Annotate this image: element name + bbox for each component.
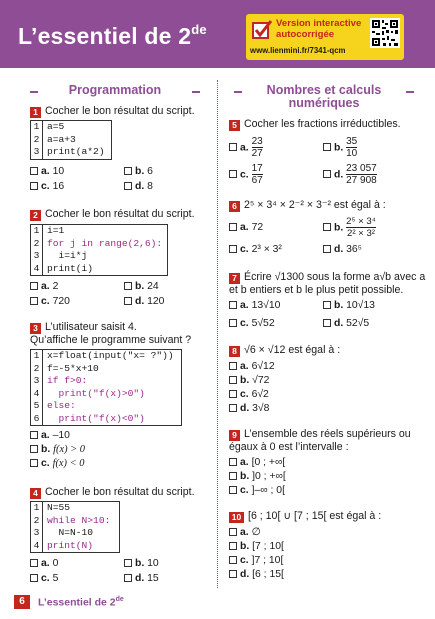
footer-title: L’essentiel de 2de [38,596,124,609]
checkbox[interactable] [30,559,38,567]
checkbox[interactable] [323,143,331,151]
checkbox[interactable] [30,282,38,290]
question-1-prompt: 1 Cocher le bon résultat du script. [30,105,195,118]
checkbox[interactable] [124,182,132,190]
q7-option-a[interactable]: a. 13√10 [229,300,280,312]
checkbox[interactable] [30,445,38,453]
question-7-prompt-line2: et b entiers et b le plus petit possible. [229,284,404,296]
checkbox[interactable] [229,223,237,231]
q2-option-c[interactable]: c. 720 [30,296,70,308]
question-7-prompt: 7 Écrire √1300 sous la forme a√b avec a [229,271,425,284]
checkbox[interactable] [229,390,237,398]
checkbox[interactable] [124,282,132,290]
interactive-version-badge[interactable] [246,14,404,60]
checkbox[interactable] [229,458,237,466]
q2-option-b[interactable]: b. 24 [124,281,159,293]
q9-option-a[interactable]: a. [0 ; +∞[ [229,457,285,469]
checkbox[interactable] [30,167,38,175]
checkbox[interactable] [229,556,237,564]
checkbox[interactable] [30,182,38,190]
question-3-prompt-line2: Qu’affiche le programme suivant ? [30,334,192,346]
q7-option-c[interactable]: c. 5√52 [229,318,275,330]
question-10-prompt: 10 [6 ; 10[ ∪ [7 ; 15[ est égal à : [229,510,381,523]
checkbox[interactable] [30,459,38,467]
q3-option-b[interactable]: b. f(x) > 0 [30,444,85,456]
q6-option-c[interactable]: c. 2³ × 3² [229,244,282,256]
q1-option-b[interactable]: b. 6 [124,166,153,178]
q7-option-b[interactable]: b. 10√13 [323,300,375,312]
checkbox[interactable] [229,486,237,494]
page-title: L’essentiel de 2de [18,22,207,49]
q4-option-d[interactable]: d. 15 [124,573,159,585]
q5-option-c[interactable]: c. $\frac{17}{67}$ [229,163,263,186]
q7-option-d[interactable]: d. 52√5 [323,318,369,330]
q3-option-a[interactable]: a. –10 [30,430,70,442]
q9-option-b[interactable]: b. ]0 ; +∞[ [229,471,286,483]
q6-option-a[interactable]: a. 72 [229,222,263,234]
checkbox[interactable] [323,245,331,253]
q1-option-a[interactable]: a. 10 [30,166,64,178]
question-5-prompt: 5 Cocher les fractions irréductibles. [229,118,401,131]
q2-option-d[interactable]: d. 120 [124,296,164,308]
checkbox[interactable] [229,319,237,327]
section-heading-nombres: Nombres et calculs numériques [266,83,382,110]
checkbox[interactable] [229,570,237,578]
q10-option-d[interactable]: d. [6 ; 15[ [229,569,284,581]
q8-option-d[interactable]: d. 3√8 [229,403,269,415]
q5-option-a[interactable]: a. $\frac{23}{27}$ [229,136,263,159]
checkbox[interactable] [124,559,132,567]
checkbox[interactable] [229,301,237,309]
q5-option-d[interactable]: d. $\frac{23 057}{27 908}$ [323,163,377,186]
heading-rule-left-end [192,91,200,93]
q1-option-c[interactable]: c. 16 [30,181,64,193]
checkbox[interactable] [229,528,237,536]
q1-option-d[interactable]: d. 8 [124,181,153,193]
checkbox[interactable] [323,223,331,231]
q5-option-b[interactable]: b. $\frac{35}{10}$ [323,136,357,159]
question-3-code: 1 x=float(input("x= ?")) 2 f=-5*x+10 3 if f>0: 4 print("f(x)>0") 5 else: 6 print("f(x)<0") [30,349,182,426]
promo-url[interactable]: www.lienmini.fr/7341-qcm [250,46,346,55]
heading-rule-left [30,91,38,93]
question-9-prompt: 9 L’ensemble des réels supérieurs ou [229,428,411,441]
section-heading-programmation: Programmation [68,83,162,97]
checkbox[interactable] [30,574,38,582]
checkbox[interactable] [229,245,237,253]
checkbox[interactable] [30,297,38,305]
q3-option-c[interactable]: c. f(x) < 0 [30,458,84,470]
promo-line-2: autocorrigée [276,29,335,40]
checkbox[interactable] [229,170,237,178]
question-2-prompt: 2 Cocher le bon résultat du script. [30,208,195,221]
question-4-code: 1 N=55 2 while N>10: 3 N=N-10 4 print(N) [30,501,120,553]
question-6-prompt: 6 2⁵ × 3⁴ × 2⁻² × 3⁻² est égal à : [229,199,386,212]
checkbox[interactable] [323,170,331,178]
question-4-prompt: 4 Cocher le bon résultat du script. [30,486,195,499]
checkbox[interactable] [124,574,132,582]
q6-option-b[interactable]: b. $\frac{\text{2⁵ × 3⁴}}{\text{2² × 3²}}$ [323,216,376,239]
checkbox[interactable] [30,431,38,439]
checkbox[interactable] [323,301,331,309]
question-3-prompt: 3 L’utilisateur saisit 4. [30,321,137,334]
question-8-prompt: 8 √6 × √12 est égal à : [229,344,340,357]
checkbox[interactable] [229,376,237,384]
q4-option-c[interactable]: c. 5 [30,573,58,585]
q10-option-a[interactable]: a. ∅ [229,527,261,539]
checkbox[interactable] [124,297,132,305]
checkbox[interactable] [124,167,132,175]
question-9-prompt-line2: égaux à 0 est l’intervalle : [229,441,349,453]
q10-option-c[interactable]: c. ]7 ; 10[ [229,555,283,567]
checkbox[interactable] [323,319,331,327]
q4-option-b[interactable]: b. 10 [124,558,159,570]
checkbox[interactable] [229,404,237,412]
heading-rule-right-end [406,91,414,93]
q10-option-b[interactable]: b. [7 ; 10[ [229,541,284,553]
checkbox-check-icon [251,19,273,41]
question-2-code: 1 i=1 2 for j in range(2,6): 3 i=i*j 4 print(i) [30,224,168,276]
q8-option-b[interactable]: b. √72 [229,375,269,387]
q4-option-a[interactable]: a. 0 [30,558,58,570]
column-divider [217,80,218,588]
question-1-code: 1 a=5 2 a=a+3 3 print(a*2) [30,120,112,160]
checkbox[interactable] [229,362,237,370]
q2-option-a[interactable]: a. 2 [30,281,58,293]
promo-line-1: Version interactive [276,18,362,29]
qr-code-icon[interactable] [370,18,400,48]
page-number: 6 [14,595,30,609]
checkbox[interactable] [229,472,237,480]
heading-rule-right [234,91,242,93]
q6-option-d[interactable]: d. 36⁵ [323,244,362,256]
checkbox[interactable] [229,143,237,151]
checkbox[interactable] [229,542,237,550]
q9-option-c[interactable]: c. ]–∞ ; 0[ [229,485,285,497]
q8-option-c[interactable]: c. 6√2 [229,389,269,401]
q8-option-a[interactable]: a. 6√12 [229,361,275,373]
